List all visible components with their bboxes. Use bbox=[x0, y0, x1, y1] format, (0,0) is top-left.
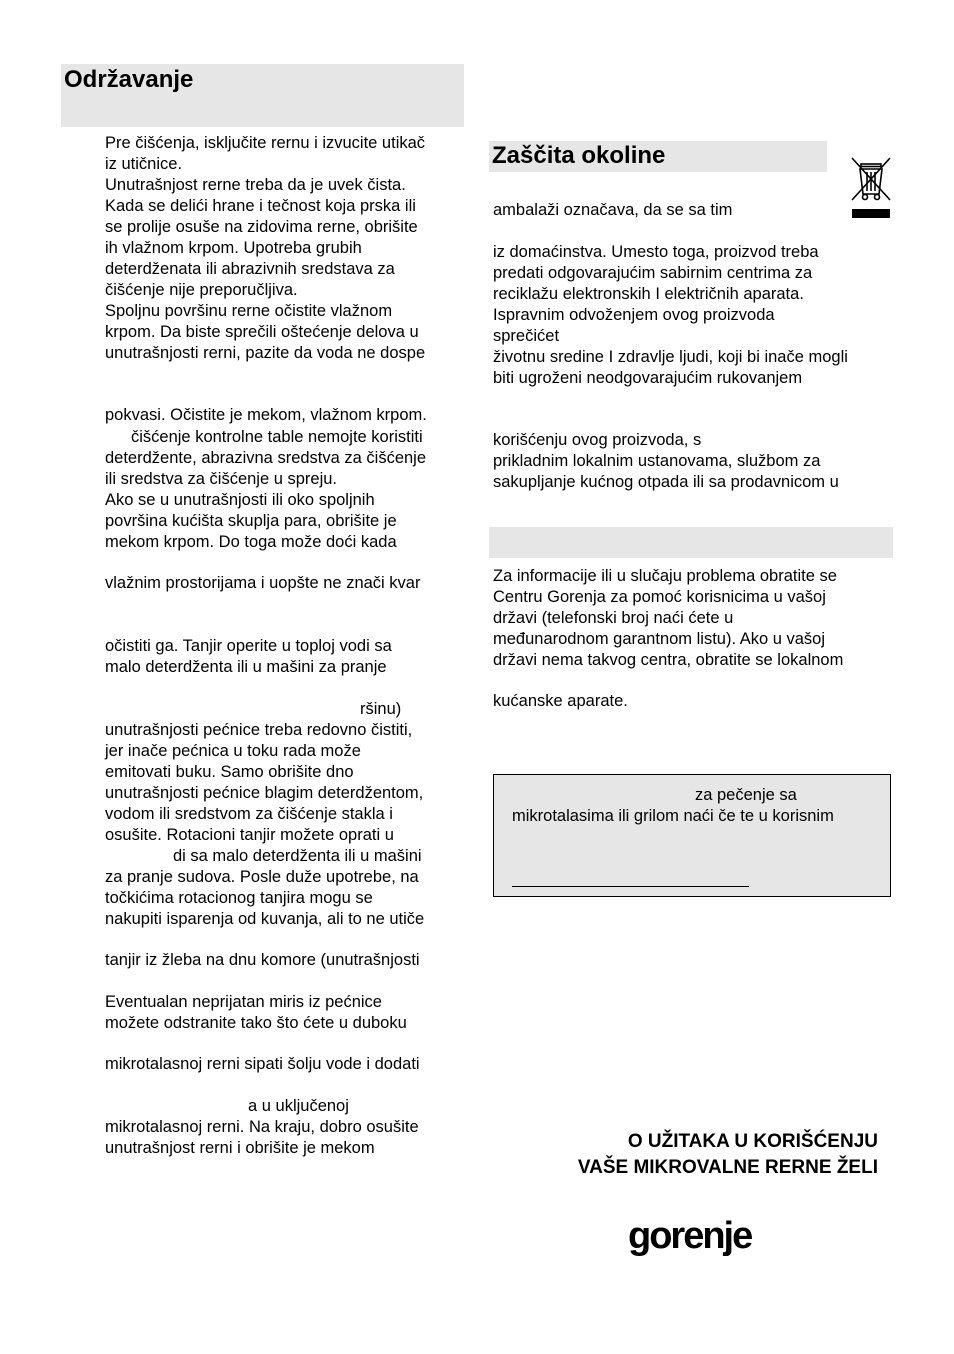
closing-line: O UŽITAKA U KORIŠĆENJU bbox=[627, 1131, 878, 1152]
text-line: jer inače pećnica u toku rada može bbox=[105, 742, 361, 760]
text-line: čišćenje nije preporučljiva. bbox=[105, 281, 298, 299]
text-line: Unutrašnjost rerne treba da je uvek čista. bbox=[105, 176, 406, 194]
text-line: ršinu) bbox=[360, 700, 402, 718]
text-line: za pečenje sa bbox=[695, 786, 797, 804]
text-line: Kada se delići hrane i tečnost koja prska ili bbox=[105, 197, 416, 215]
text-line: za pranje sudova. Posle duže upotrebe, na bbox=[105, 868, 419, 886]
text-line: ambalaži označava, da se sa tim bbox=[493, 201, 733, 219]
text-line: nakupiti isparenja od kuvanja, ali to ne utiče bbox=[105, 910, 425, 928]
text-line: a u uključenoj bbox=[248, 1097, 349, 1115]
text-line: Pre čišćenja, isključite rernu i izvucite utikač bbox=[105, 134, 426, 152]
text-line: mekom krpom. Do toga može doći kada bbox=[105, 533, 397, 551]
text-line: očistiti ga. Tanjir operite u toploj vodi sa bbox=[105, 637, 392, 655]
text-line: državi (telefonski broj naći ćete u bbox=[493, 609, 734, 627]
text-line: emitovati buku. Samo obrišite dno bbox=[105, 763, 354, 781]
text-line: malo deterdženta ili u mašini za pranje bbox=[105, 658, 387, 676]
text-line: pokvasi. Očistite je mekom, vlažnom krpom. bbox=[105, 406, 427, 424]
text-line: ih vlažnom krpom. Upotreba grubih bbox=[105, 239, 362, 257]
text-line: Ako se u unutrašnjosti ili oko spoljnih bbox=[105, 491, 375, 509]
text-line: Eventualan neprijatan miris iz pećnice bbox=[105, 993, 382, 1011]
text-line: vodom ili sredstvom za čišćenje stakla i bbox=[105, 805, 393, 823]
text-line: kućanske aparate. bbox=[493, 692, 628, 710]
text-line: prikladnim lokalnim ustanovama, službom za bbox=[493, 452, 821, 470]
weee-crossed-bin-icon bbox=[848, 156, 894, 220]
text-line: točkićima rotacionog tanjira mogu se bbox=[105, 889, 373, 907]
text-line: korišćenju ovog proizvoda, s bbox=[493, 431, 702, 449]
text-line: krpom. Da biste sprečili oštećenje delova u bbox=[105, 323, 419, 341]
text-line: mikrotalasnoj rerni. Na kraju, dobro osušite bbox=[105, 1118, 419, 1136]
text-line: se prolije osuše na zidovima rerne, obrišite bbox=[105, 218, 418, 236]
text-line: predati odgovarajućim sabirnim centrima za bbox=[493, 264, 813, 282]
text-line: iz utičnice. bbox=[105, 155, 183, 173]
text-line: Ispravnim odvoženjem ovog proizvoda bbox=[493, 306, 775, 324]
text-line: možete odstranite tako što ćete u duboku bbox=[105, 1014, 407, 1032]
text-line: mikrotalasnoj rerni sipati šolju vode i dodati bbox=[105, 1055, 420, 1073]
signature-underline bbox=[512, 886, 749, 887]
text-line: tanjir iz žleba na dnu komore (unutrašnjosti bbox=[105, 951, 420, 969]
environment-heading-box bbox=[489, 141, 827, 172]
environment-title: Zaščita okoline bbox=[492, 142, 666, 169]
text-line: površina kućišta skuplja para, obrišite je bbox=[105, 512, 397, 530]
text-line: životnu sredine I zdravlje ljudi, koji bi inače mogli bbox=[493, 348, 848, 366]
text-line: međunarodnom garantnom listu). Ako u vašoj bbox=[493, 630, 826, 648]
text-line: unutrašnjosti pećnice treba redovno čistiti, bbox=[105, 721, 413, 739]
text-line: reciklažu elektronskih I električnih aparata. bbox=[493, 285, 804, 303]
text-line: biti ugroženi neodgovarajućim rukovanjem bbox=[493, 369, 803, 387]
closing-line: VAŠE MIKROVALNE RERNE ŽELI bbox=[577, 1157, 878, 1178]
text-line: di sa malo deterdženta ili u mašini bbox=[173, 847, 422, 865]
maintenance-heading-box bbox=[61, 64, 464, 127]
info-box bbox=[493, 774, 891, 897]
maintenance-title: Održavanje bbox=[64, 66, 194, 93]
gorenje-logo: gorenje bbox=[628, 1215, 752, 1257]
text-line: Spoljnu površinu rerne očistite vlažnom bbox=[105, 302, 393, 320]
text-line: vlažnim prostorijama i uopšte ne znači kvar bbox=[105, 574, 421, 592]
text-line: Centru Gorenja za pomoć korisnicima u vašoj bbox=[493, 588, 826, 606]
text-line: čišćenje kontrolne table nemojte koristiti bbox=[131, 428, 423, 446]
text-line: Za informacije ili u slučaju problema obratite se bbox=[493, 567, 837, 585]
text-line: osušite. Rotacioni tanjir možete oprati u bbox=[105, 826, 394, 844]
text-line: sakupljanje kućnog otpada ili sa prodavnicom u bbox=[493, 473, 839, 491]
text-line: deterdženata ili abrazivnih sredstava za bbox=[105, 260, 395, 278]
text-line: iz domaćinstva. Umesto toga, proizvod treba bbox=[493, 243, 819, 261]
text-line: ili sredstva za čišćenje u spreju. bbox=[105, 470, 338, 488]
text-line: mikrotalasima ili grilom naći če te u korisnim bbox=[512, 807, 834, 825]
text-line: sprečićet bbox=[493, 327, 560, 345]
text-line: unutrašnjosti pećnice blagim deterdžentom, bbox=[105, 784, 424, 802]
text-line: državi nema takvog centra, obratite se lokalnom bbox=[493, 651, 844, 669]
text-line: deterdžente, abrazivna sredstva za čišćenje bbox=[105, 449, 427, 467]
service-heading-bar bbox=[489, 527, 893, 558]
text-line: unutrašnjost rerni i obrišite je mekom bbox=[105, 1139, 375, 1157]
text-line: unutrašnjosti rerni, pazite da voda ne dospe bbox=[105, 344, 426, 362]
